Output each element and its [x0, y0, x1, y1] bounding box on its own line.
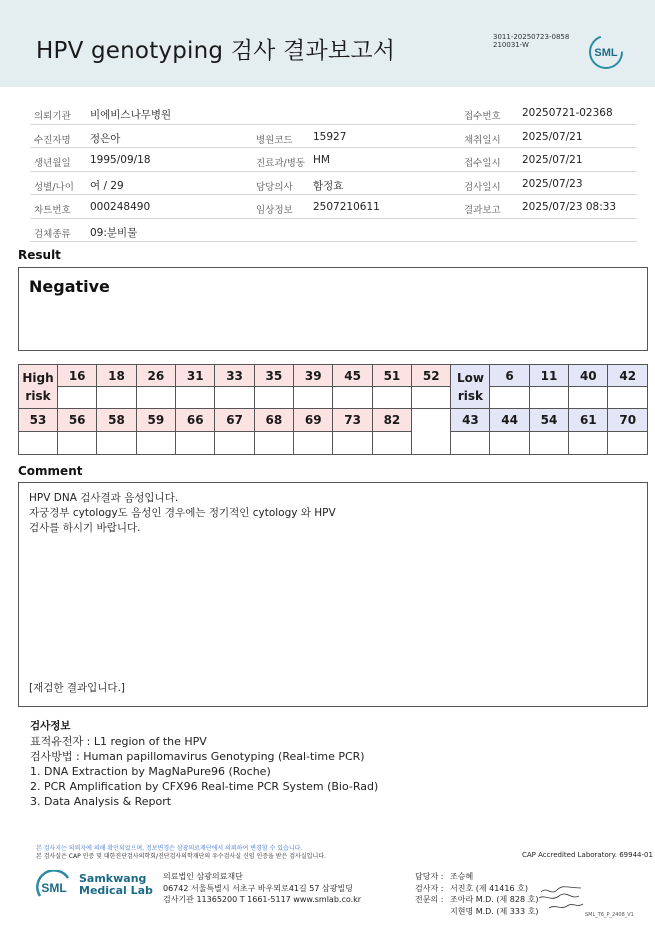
chart-no-value: 000248490: [90, 201, 151, 213]
low-risk-label: Low risk: [451, 365, 490, 409]
genotype-cell: 44: [490, 409, 529, 431]
result-cell: [176, 387, 215, 409]
result-cell: [372, 387, 411, 409]
result-cell: [412, 387, 451, 409]
report-header: [0, 0, 655, 87]
high-risk-label: High risk: [19, 365, 58, 409]
test-step: 2. PCR Amplification by CFX96 Real-time PCR System (Bio-Rad): [30, 780, 379, 793]
sml-logo-icon: [588, 34, 624, 70]
doctor-label: 담당의사: [256, 181, 293, 193]
comment-heading: Comment: [18, 464, 83, 478]
result-box: [18, 267, 648, 351]
result-cell: [333, 431, 372, 454]
hospital-code-value: 15927: [313, 130, 347, 143]
report-value: 2025/07/23 08:33: [522, 201, 617, 213]
genotype-cell: 40: [569, 365, 608, 387]
genotype-cell: 26: [136, 365, 175, 387]
genotype-cell: 6: [490, 365, 529, 387]
patient-info: [30, 101, 637, 242]
result-cell: [97, 431, 136, 454]
result-cell: [254, 431, 293, 454]
name-label: 수진자명: [34, 134, 71, 146]
table-row: [19, 409, 648, 431]
document-id: [493, 33, 569, 49]
collect-date-label: 채취일시: [464, 134, 501, 146]
genotype-cell: 67: [215, 409, 254, 431]
result-cell: [294, 387, 333, 409]
cap-accreditation: CAP Accredited Laboratory. 69944-01: [522, 851, 653, 859]
genotype-table: [18, 364, 648, 455]
info-row: [30, 219, 637, 243]
result-cell: [529, 431, 568, 454]
report-label: 결과보고: [464, 205, 501, 216]
institution-label: 의뢰기관: [34, 111, 71, 122]
genotype-cell: 68: [254, 409, 293, 431]
receipt-date-label: 접수일시: [464, 158, 501, 169]
result-cell: [215, 431, 254, 454]
genotype-cell: 54: [529, 409, 568, 431]
genotype-cell: 33: [215, 365, 254, 387]
result-cell: [136, 431, 175, 454]
genotype-cell: 51: [372, 365, 411, 387]
doctor-value: 함정효: [313, 179, 344, 192]
logo-text: SML: [594, 47, 618, 59]
organization-info: 의료법인 삼광의료재단 06742 서울특별시 서초구 바우뫼로41길 57 삼광빌딩 검사기관 11365200 T 1661-5117 www.smlab.co.kr: [163, 872, 362, 904]
receipt-no-value: 20250721-02368: [522, 107, 613, 119]
result-cell: [490, 431, 529, 454]
name-value: 정은아: [90, 132, 121, 145]
brand-name: Samkwang Medical Lab: [79, 872, 153, 897]
samkwang-logo-icon: [34, 870, 74, 902]
genotype-cell: 45: [333, 365, 372, 387]
comment-line: 검사를 하시기 바랍니다.: [29, 522, 141, 534]
info-row: [30, 148, 637, 172]
clinical-label: 임상정보: [256, 205, 293, 216]
report-title: HPV genotyping 검사 결과보고서: [36, 38, 396, 64]
result-cell: [529, 387, 568, 409]
chart-no-label: 차트번호: [34, 205, 71, 216]
clinical-value: 2507210611: [313, 201, 380, 213]
institution-value: 비에비스나무병원: [90, 109, 172, 121]
result-cell: [58, 387, 97, 409]
form-code: SML_T6_P_2408_V1: [585, 912, 634, 918]
test-step: 1. DNA Extraction by MagNaPure96 (Roche): [30, 765, 271, 778]
sex-age-value: 여 / 29: [90, 179, 124, 192]
info-row: [30, 101, 637, 125]
test-target: 표적유전자 : L1 region of the HPV: [30, 735, 207, 748]
genotype-cell: 31: [176, 365, 215, 387]
genotype-cell: 11: [529, 365, 568, 387]
result-cell: [97, 387, 136, 409]
test-info: [30, 719, 378, 809]
result-cell: [372, 431, 411, 454]
comment-line: HPV DNA 검사결과 음성입니다.: [29, 492, 179, 504]
test-date-label: 검사일시: [464, 181, 501, 193]
result-heading: Result: [18, 248, 61, 262]
doc-id-line2: 210031-W: [493, 41, 529, 49]
result-cell: [19, 431, 58, 454]
specimen-label: 검체종류: [34, 228, 71, 240]
genotype-cell: 73: [333, 409, 372, 431]
comment-box: [18, 482, 648, 707]
signature-icon: [537, 882, 585, 912]
result-value: Negative: [29, 277, 110, 296]
genotype-cell: 39: [294, 365, 333, 387]
receipt-date-value: 2025/07/21: [522, 154, 583, 166]
genotype-cell: 35: [254, 365, 293, 387]
result-cell: [215, 387, 254, 409]
result-cell: [490, 387, 529, 409]
info-row: [30, 195, 637, 219]
result-cell: [333, 387, 372, 409]
genotype-cell: 69: [294, 409, 333, 431]
result-cell: [294, 431, 333, 454]
dept-label: 진료과/병동: [256, 158, 306, 169]
birth-label: 생년월일: [34, 158, 71, 169]
genotype-cell: 61: [569, 409, 608, 431]
genotype-cell: 52: [412, 365, 451, 387]
result-cell: [58, 431, 97, 454]
genotype-cell: 58: [97, 409, 136, 431]
genotype-cell: 82: [372, 409, 411, 431]
test-info-title: 검사정보: [30, 720, 71, 732]
genotype-cell: 42: [608, 365, 648, 387]
test-date-value: 2025/07/23: [522, 177, 583, 190]
receipt-no-label: 접수번호: [464, 111, 501, 122]
footer-note: 본 검사실은 CAP 인증 및 대한진단검사의학회/진단검사의학재단의 우수검사실 신임 인증을 받은 검사실입니다.: [36, 853, 326, 860]
result-cell: [136, 387, 175, 409]
result-cell: [569, 431, 608, 454]
sex-age-label: 성별/나이: [34, 181, 74, 193]
info-row: [30, 125, 637, 149]
genotype-cell: 18: [97, 365, 136, 387]
genotype-cell: 59: [136, 409, 175, 431]
result-cell: [569, 387, 608, 409]
footer-note: 본 검사지는 의뢰자에 의해 확인되었으며, 정보변경은 삼광의료재단에서 의뢰하여 변경할 수 있습니다.: [36, 845, 303, 852]
result-cell: [608, 431, 648, 454]
dept-value: HM: [313, 154, 330, 166]
result-cell: [608, 387, 648, 409]
result-cell: [451, 431, 490, 454]
test-step: 3. Data Analysis & Report: [30, 795, 172, 808]
genotype-cell: 66: [176, 409, 215, 431]
staff-info: 담당자 : 조승혜 검사자 : 서진호 (제 41416 호) 전문의 : 조아라 M.D. (제 828 호) 지현명 M.D. (제 333 호): [415, 872, 539, 916]
result-cell: [254, 387, 293, 409]
specimen-value: 09:분비물: [90, 226, 138, 239]
info-row: [30, 172, 637, 196]
genotype-cell: 53: [19, 409, 58, 431]
empty-cell: [412, 409, 451, 455]
comment-line: 자궁경부 cytology도 음성인 경우에는 정기적인 cytology 와 HPV: [29, 507, 336, 519]
genotype-cell: 70: [608, 409, 648, 431]
collect-date-value: 2025/07/21: [522, 130, 583, 143]
genotype-cell: 43: [451, 409, 490, 431]
doc-id-line1: 3011-20250723-0858: [493, 33, 570, 41]
genotype-cell: 56: [58, 409, 97, 431]
footer-logo-text: SML: [41, 881, 67, 895]
hospital-code-label: 병원코드: [256, 134, 293, 146]
comment-retest-note: [재검한 결과입니다.]: [29, 682, 126, 694]
test-method: 검사방법 : Human papillomavirus Genotyping (Real-time PCR): [30, 750, 365, 763]
table-row: [19, 365, 648, 387]
table-row: [19, 431, 648, 454]
genotype-cell: 16: [58, 365, 97, 387]
table-row: [19, 387, 648, 409]
birth-value: 1995/09/18: [90, 154, 151, 166]
result-cell: [176, 431, 215, 454]
